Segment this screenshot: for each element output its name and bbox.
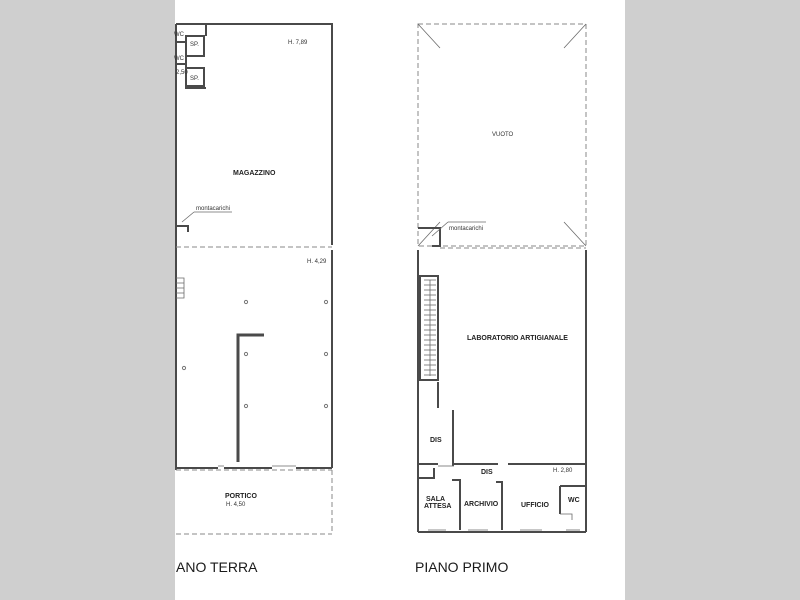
wc-door-mark	[560, 514, 572, 520]
first-lift-box	[418, 228, 440, 246]
dis-horizontal-label: DIS	[481, 469, 493, 476]
portico-label: PORTICO	[225, 493, 257, 500]
void-diagonal-bl	[418, 222, 440, 246]
ground-height-main: H. 7,89	[288, 40, 308, 46]
void-diagonal-tr	[564, 24, 586, 48]
ground-wc-label: WC	[174, 32, 184, 38]
sala-attesa-label-1: SALA	[426, 496, 446, 503]
archivio-label: ARCHIVIO	[464, 501, 499, 508]
ground-floor-title: ANO TERRA	[176, 559, 258, 575]
column	[324, 404, 327, 407]
ufficio-label: UFFICIO	[521, 502, 549, 509]
column	[182, 366, 185, 369]
sala-archivio-wall	[452, 480, 460, 530]
ground-sp-upper-label: SP.	[190, 42, 199, 48]
column	[244, 352, 247, 355]
laboratorio-label: LABORATORIO ARTIGIANALE	[467, 335, 568, 342]
ground-montacarichi-label: montacarichi	[196, 206, 231, 212]
ground-sp-height-label: 2,50	[176, 70, 188, 76]
ground-sp-lower-label: SP.	[190, 76, 199, 82]
dis-vertical-label: DIS	[430, 437, 442, 444]
magazzino-label: MAGAZZINO	[233, 170, 276, 177]
void-diagonal-tl	[418, 24, 440, 48]
first-height-label: H. 2,80	[553, 468, 573, 474]
first-floor-plan	[418, 24, 586, 532]
column	[324, 300, 327, 303]
first-floor-stair	[420, 276, 438, 380]
stair-treads	[424, 280, 436, 376]
ground-inner-partition	[238, 335, 264, 462]
sala-attesa-label-2: ATTESA	[424, 503, 452, 510]
first-wc-label: WC	[568, 497, 580, 504]
ground-floor-plan	[174, 24, 332, 534]
void-diagonal-br	[564, 222, 586, 246]
portico-height-label: H. 4,50	[226, 502, 246, 508]
column	[244, 404, 247, 407]
ground-small-stair	[176, 278, 184, 298]
first-montacarichi-label: montacarichi	[449, 226, 484, 232]
first-floor-title: PIANO PRIMO	[415, 559, 509, 575]
ground-lift-leader	[182, 212, 194, 222]
ground-lift-wall	[176, 226, 188, 232]
column	[244, 300, 247, 303]
column	[324, 352, 327, 355]
office-entry-wall	[418, 468, 434, 478]
ground-height-lower: H. 4,29	[307, 259, 327, 265]
ground-wc-label-2: WC	[174, 56, 184, 62]
vuoto-label: VUOTO	[492, 132, 514, 138]
